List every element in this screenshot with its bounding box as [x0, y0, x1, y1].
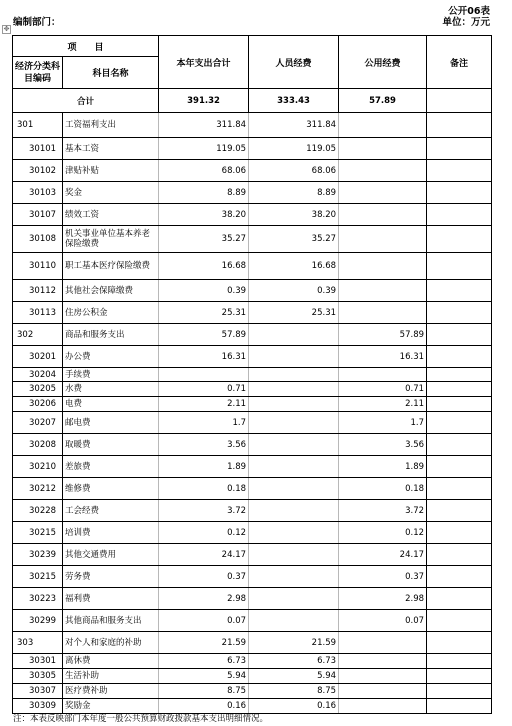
- row-personnel-cell: [249, 500, 339, 522]
- row-total-cell: 57.89: [159, 324, 249, 346]
- row-code-cell: 30206: [13, 397, 63, 412]
- row-total-cell: 0.39: [159, 280, 249, 302]
- row-personnel-cell: 8.89: [249, 182, 339, 204]
- row-public-cell: 2.98: [339, 588, 427, 610]
- table-row: [13, 160, 492, 182]
- row-total-cell: 0.71: [159, 382, 249, 397]
- table-row: [13, 500, 492, 522]
- row-code-cell: 30228: [13, 500, 63, 522]
- row-total-cell: 0.37: [159, 566, 249, 588]
- row-total-cell: 16.31: [159, 346, 249, 368]
- row-code-cell: 30215: [13, 566, 63, 588]
- row-name-cell: 手续费: [63, 368, 159, 382]
- row-code-cell: 30223: [13, 588, 63, 610]
- row-name-cell: 医疗费补助: [63, 684, 159, 699]
- row-code-cell: 30112: [13, 280, 63, 302]
- row-code-cell: 301: [13, 113, 63, 138]
- row-personnel-cell: 38.20: [249, 204, 339, 226]
- table-row: [13, 412, 492, 434]
- personnel-header: 人员经费: [249, 36, 339, 89]
- row-name-cell: 离休费: [63, 654, 159, 669]
- row-name-cell: 劳务费: [63, 566, 159, 588]
- row-personnel-cell: 8.75: [249, 684, 339, 699]
- row-remark-cell: [427, 500, 492, 522]
- org-label: 编制部门：: [13, 17, 61, 28]
- row-name-cell: 电费: [63, 397, 159, 412]
- row-personnel-cell: [249, 522, 339, 544]
- row-code-cell: 30201: [13, 346, 63, 368]
- row-public-cell: [339, 138, 427, 160]
- row-name-cell: 基本工资: [63, 138, 159, 160]
- table-row: [13, 226, 492, 253]
- row-public-cell: [339, 669, 427, 684]
- row-public-cell: 0.71: [339, 382, 427, 397]
- row-personnel-cell: 21.59: [249, 632, 339, 654]
- table-row: [13, 478, 492, 500]
- table-row: [13, 368, 492, 382]
- row-remark-cell: [427, 632, 492, 654]
- row-personnel-cell: [249, 346, 339, 368]
- table-row: [13, 204, 492, 226]
- table-row: [13, 324, 492, 346]
- row-public-cell: [339, 632, 427, 654]
- unit-label: 单位：万元: [442, 17, 490, 28]
- row-name-cell: 其他社会保障缴费: [63, 280, 159, 302]
- row-total-cell: [159, 368, 249, 382]
- table-row: [13, 113, 492, 138]
- row-public-cell: 3.56: [339, 434, 427, 456]
- table-row: [13, 253, 492, 280]
- row-public-cell: 3.72: [339, 500, 427, 522]
- row-public-cell: [339, 699, 427, 714]
- row-remark-cell: [427, 113, 492, 138]
- row-total-cell: 311.84: [159, 113, 249, 138]
- row-remark-cell: [427, 253, 492, 280]
- row-remark-cell: [427, 324, 492, 346]
- row-public-cell: 57.89: [339, 324, 427, 346]
- row-total-cell: 38.20: [159, 204, 249, 226]
- table-row: [13, 522, 492, 544]
- table-row: [13, 544, 492, 566]
- expense-detail-table: [12, 35, 492, 714]
- code-header: 经济分类科目编码: [13, 57, 63, 89]
- row-public-cell: [339, 182, 427, 204]
- row-personnel-cell: [249, 478, 339, 500]
- row-name-cell: 邮电费: [63, 412, 159, 434]
- row-remark-cell: [427, 588, 492, 610]
- row-code-cell: 30205: [13, 382, 63, 397]
- row-code-cell: 30108: [13, 226, 63, 253]
- row-total-cell: 0.12: [159, 522, 249, 544]
- row-remark-cell: [427, 478, 492, 500]
- row-personnel-cell: [249, 324, 339, 346]
- table-row: [13, 434, 492, 456]
- row-total-cell: 5.94: [159, 669, 249, 684]
- row-personnel-cell: [249, 544, 339, 566]
- row-personnel-cell: 0.16: [249, 699, 339, 714]
- row-public-cell: 0.37: [339, 566, 427, 588]
- row-public-cell: 16.31: [339, 346, 427, 368]
- table-row: [13, 346, 492, 368]
- row-name-cell: 津贴补贴: [63, 160, 159, 182]
- row-name-cell: 其他交通费用: [63, 544, 159, 566]
- row-personnel-cell: [249, 368, 339, 382]
- total-sum-cell: 391.32: [159, 89, 249, 113]
- total-personnel-cell: 333.43: [249, 89, 339, 113]
- row-code-cell: 30239: [13, 544, 63, 566]
- row-remark-cell: [427, 302, 492, 324]
- row-name-cell: 水费: [63, 382, 159, 397]
- row-name-cell: 绩效工资: [63, 204, 159, 226]
- table-row: [13, 610, 492, 632]
- row-total-cell: 8.75: [159, 684, 249, 699]
- row-public-cell: 24.17: [339, 544, 427, 566]
- row-total-cell: 21.59: [159, 632, 249, 654]
- row-personnel-cell: [249, 382, 339, 397]
- row-remark-cell: [427, 669, 492, 684]
- row-name-cell: 奖励金: [63, 699, 159, 714]
- row-code-cell: 30299: [13, 610, 63, 632]
- total-label: 合计: [13, 89, 159, 113]
- row-code-cell: 30208: [13, 434, 63, 456]
- row-remark-cell: [427, 544, 492, 566]
- row-public-cell: [339, 684, 427, 699]
- row-total-cell: 25.31: [159, 302, 249, 324]
- row-name-cell: 办公费: [63, 346, 159, 368]
- public-header: 公用经费: [339, 36, 427, 89]
- row-total-cell: 0.07: [159, 610, 249, 632]
- row-remark-cell: [427, 280, 492, 302]
- name-header: 科目名称: [63, 57, 159, 89]
- row-public-cell: 1.89: [339, 456, 427, 478]
- total-header: 本年支出合计: [159, 36, 249, 89]
- row-public-cell: [339, 204, 427, 226]
- table-row: [13, 382, 492, 397]
- row-total-cell: 2.11: [159, 397, 249, 412]
- row-public-cell: [339, 253, 427, 280]
- row-total-cell: 16.68: [159, 253, 249, 280]
- row-remark-cell: [427, 346, 492, 368]
- table-row: [13, 669, 492, 684]
- row-name-cell: 福利费: [63, 588, 159, 610]
- item-header: 项 目: [13, 36, 159, 57]
- row-code-cell: 30103: [13, 182, 63, 204]
- row-code-cell: 30207: [13, 412, 63, 434]
- row-personnel-cell: 0.39: [249, 280, 339, 302]
- row-remark-cell: [427, 368, 492, 382]
- row-code-cell: 30215: [13, 522, 63, 544]
- row-code-cell: 30102: [13, 160, 63, 182]
- row-total-cell: 68.06: [159, 160, 249, 182]
- row-remark-cell: [427, 522, 492, 544]
- row-public-cell: [339, 280, 427, 302]
- row-total-cell: 1.89: [159, 456, 249, 478]
- row-code-cell: 30301: [13, 654, 63, 669]
- row-personnel-cell: 16.68: [249, 253, 339, 280]
- row-personnel-cell: [249, 397, 339, 412]
- row-public-cell: [339, 368, 427, 382]
- row-personnel-cell: 311.84: [249, 113, 339, 138]
- row-remark-cell: [427, 138, 492, 160]
- row-personnel-cell: [249, 456, 339, 478]
- row-code-cell: 30305: [13, 669, 63, 684]
- row-public-cell: [339, 226, 427, 253]
- row-remark-cell: [427, 456, 492, 478]
- row-code-cell: 30210: [13, 456, 63, 478]
- total-public-cell: 57.89: [339, 89, 427, 113]
- row-code-cell: 30309: [13, 699, 63, 714]
- row-total-cell: 35.27: [159, 226, 249, 253]
- row-total-cell: 8.89: [159, 182, 249, 204]
- row-personnel-cell: [249, 434, 339, 456]
- row-personnel-cell: 25.31: [249, 302, 339, 324]
- row-name-cell: 培训费: [63, 522, 159, 544]
- table-row: [13, 280, 492, 302]
- total-remark-cell: [427, 89, 492, 113]
- row-remark-cell: [427, 160, 492, 182]
- row-public-cell: 1.7: [339, 412, 427, 434]
- row-name-cell: 取暖费: [63, 434, 159, 456]
- row-name-cell: 生活补助: [63, 669, 159, 684]
- row-personnel-cell: [249, 610, 339, 632]
- row-remark-cell: [427, 610, 492, 632]
- row-public-cell: 0.12: [339, 522, 427, 544]
- table-row: [13, 138, 492, 160]
- row-name-cell: 工会经费: [63, 500, 159, 522]
- row-personnel-cell: 68.06: [249, 160, 339, 182]
- row-personnel-cell: 5.94: [249, 669, 339, 684]
- row-total-cell: 1.7: [159, 412, 249, 434]
- table-move-handle-icon[interactable]: ✥: [3, 25, 10, 33]
- row-name-cell: 奖金: [63, 182, 159, 204]
- row-code-cell: 302: [13, 324, 63, 346]
- row-remark-cell: [427, 699, 492, 714]
- row-code-cell: 30107: [13, 204, 63, 226]
- table-row: [13, 182, 492, 204]
- row-name-cell: 职工基本医疗保险缴费: [63, 253, 159, 280]
- row-name-cell: 其他商品和服务支出: [63, 610, 159, 632]
- row-total-cell: 2.98: [159, 588, 249, 610]
- row-personnel-cell: 35.27: [249, 226, 339, 253]
- row-public-cell: [339, 113, 427, 138]
- row-remark-cell: [427, 182, 492, 204]
- row-code-cell: 30110: [13, 253, 63, 280]
- row-code-cell: 303: [13, 632, 63, 654]
- row-remark-cell: [427, 204, 492, 226]
- row-code-cell: 30212: [13, 478, 63, 500]
- row-total-cell: 6.73: [159, 654, 249, 669]
- remark-header: 备注: [427, 36, 492, 89]
- row-total-cell: 119.05: [159, 138, 249, 160]
- row-code-cell: 30204: [13, 368, 63, 382]
- row-code-cell: 30307: [13, 684, 63, 699]
- table-row: [13, 397, 492, 412]
- row-total-cell: 0.18: [159, 478, 249, 500]
- table-row: [13, 588, 492, 610]
- footnote: 注：本表反映部门本年度一般公共预算财政拨款基本支出明细情况。: [13, 714, 269, 724]
- row-total-cell: 0.16: [159, 699, 249, 714]
- row-public-cell: [339, 654, 427, 669]
- row-public-cell: [339, 160, 427, 182]
- row-personnel-cell: [249, 566, 339, 588]
- row-name-cell: 对个人和家庭的补助: [63, 632, 159, 654]
- row-public-cell: 0.18: [339, 478, 427, 500]
- row-remark-cell: [427, 434, 492, 456]
- row-personnel-cell: 119.05: [249, 138, 339, 160]
- row-remark-cell: [427, 397, 492, 412]
- row-total-cell: 24.17: [159, 544, 249, 566]
- row-personnel-cell: [249, 588, 339, 610]
- table-row: [13, 654, 492, 669]
- row-name-cell: 差旅费: [63, 456, 159, 478]
- row-total-cell: 3.72: [159, 500, 249, 522]
- row-personnel-cell: 6.73: [249, 654, 339, 669]
- row-public-cell: 0.07: [339, 610, 427, 632]
- row-name-cell: 商品和服务支出: [63, 324, 159, 346]
- table-row: [13, 456, 492, 478]
- table-row: [13, 632, 492, 654]
- table-row: [13, 566, 492, 588]
- row-code-cell: 30101: [13, 138, 63, 160]
- row-public-cell: [339, 302, 427, 324]
- form-number: 公开06表: [448, 6, 490, 17]
- row-remark-cell: [427, 684, 492, 699]
- row-personnel-cell: [249, 412, 339, 434]
- row-public-cell: 2.11: [339, 397, 427, 412]
- row-remark-cell: [427, 412, 492, 434]
- row-name-cell: 住房公积金: [63, 302, 159, 324]
- row-remark-cell: [427, 654, 492, 669]
- row-remark-cell: [427, 382, 492, 397]
- row-name-cell: 维修费: [63, 478, 159, 500]
- table-row: [13, 302, 492, 324]
- row-remark-cell: [427, 566, 492, 588]
- row-name-cell: 工资福利支出: [63, 113, 159, 138]
- row-total-cell: 3.56: [159, 434, 249, 456]
- row-remark-cell: [427, 226, 492, 253]
- table-row: [13, 684, 492, 699]
- row-name-cell: 机关事业单位基本养老保险缴费: [63, 226, 159, 253]
- row-code-cell: 30113: [13, 302, 63, 324]
